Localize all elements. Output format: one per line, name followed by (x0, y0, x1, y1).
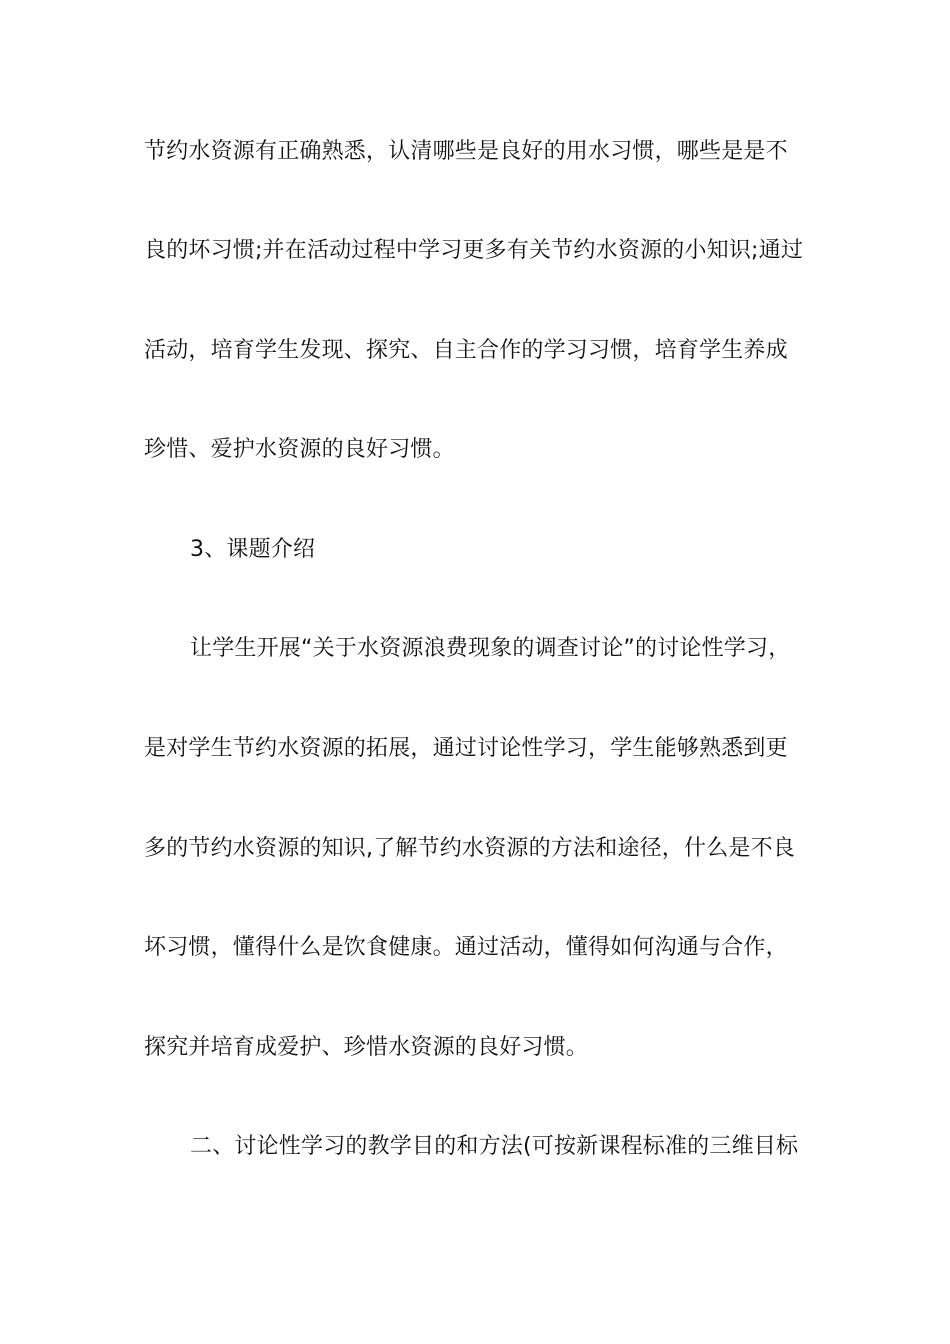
paragraph-line: 让学生开展“关于水资源浪费现象的调查讨论”的讨论性学习， (190, 636, 791, 661)
paragraph-line: 活动，培育学生发现、探究、自主合作的学习习惯，培育学生养成 (144, 338, 788, 363)
paragraph-line: 多的节约水资源的知识,了解节约水资源的方法和途径，什么是不良 (144, 836, 795, 861)
paragraph-line: 珍惜、爱护水资源的良好习惯。 (144, 437, 455, 462)
paragraph-line: 是对学生节约水资源的拓展，通过讨论性学习，学生能够熟悉到更 (144, 736, 788, 761)
section-heading: 3、课题介绍 (190, 537, 316, 562)
paragraph-line: 探究并培育成爱护、珍惜水资源的良好习惯。 (144, 1035, 589, 1060)
paragraph-line: 坏习惯，懂得什么是饮食健康。通过活动，懂得如何沟通与合作， (144, 935, 788, 960)
paragraph-line: 良的坏习惯;并在活动过程中学习更多有关节约水资源的小知识;通过 (144, 238, 804, 263)
section-heading: 二、讨论性学习的教学目的和方法(可按新课程标准的三维目标 (190, 1134, 799, 1159)
paragraph-line: 节约水资源有正确熟悉，认清哪些是良好的用水习惯，哪些是是不 (144, 139, 788, 164)
